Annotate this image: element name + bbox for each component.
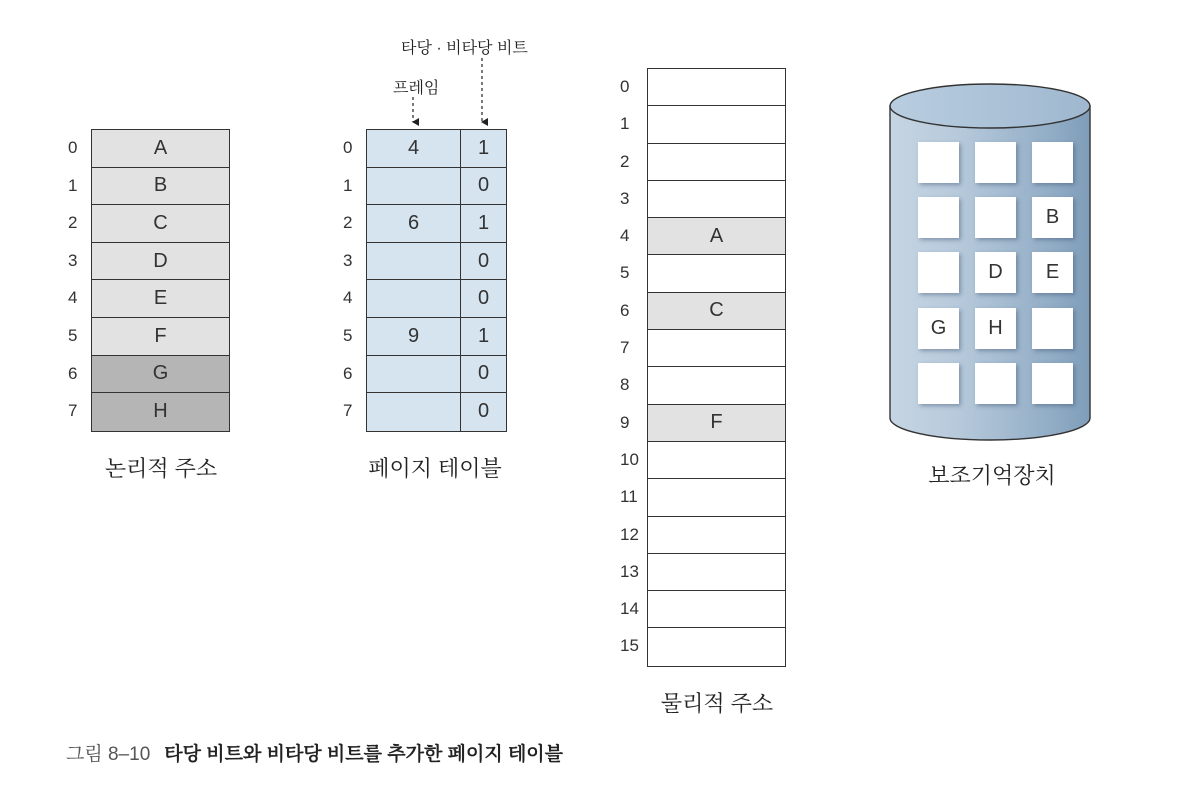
- storage-block: [918, 142, 959, 183]
- valid-bit-cell: 0: [477, 287, 490, 310]
- physical-index: 13: [620, 561, 639, 581]
- page-table-row: [367, 130, 506, 168]
- physical-frame-cell: [648, 69, 785, 106]
- physical-frame-cell: C: [648, 293, 785, 330]
- logical-page-cell: H: [92, 393, 229, 431]
- physical-index: 8: [620, 375, 630, 395]
- physical-frame-cell: [648, 554, 785, 591]
- valid-bit-cell: 0: [477, 249, 490, 272]
- physical-frame-cell: [648, 517, 785, 554]
- page-index: 7: [343, 401, 353, 421]
- valid-bit-cell: 0: [477, 400, 490, 423]
- frame-cell: [367, 280, 461, 317]
- storage-block: [1032, 142, 1073, 183]
- logical-index: 0: [68, 138, 78, 157]
- logical-index: 3: [68, 250, 78, 270]
- page-index: 4: [343, 288, 353, 308]
- physical-index: 7: [620, 338, 630, 358]
- physical-index: 12: [620, 524, 639, 544]
- storage-block: [975, 197, 1016, 238]
- page-table-row: [367, 205, 506, 243]
- valid-bit-cell: 1: [477, 324, 490, 347]
- figure-number: 그림 8–10: [66, 744, 151, 765]
- logical-page-cell: D: [92, 243, 229, 281]
- storage-block: D: [975, 252, 1016, 293]
- page-table-label: 페이지 테이블: [368, 456, 502, 481]
- storage-block: [918, 197, 959, 238]
- figure-title: 타당 비트와 비타당 비트를 추가한 페이지 테이블: [164, 744, 564, 765]
- physical-frame-cell: [648, 144, 785, 181]
- logical-page-cell: G: [92, 356, 229, 394]
- physical-frame-cell: [648, 479, 785, 516]
- physical-indices: [620, 68, 646, 665]
- logical-page-cell: E: [92, 280, 229, 318]
- page-table-row: [367, 318, 506, 356]
- valid-bit-cell: 1: [477, 211, 490, 234]
- storage-block: [918, 252, 959, 293]
- logical-index: 4: [68, 288, 78, 308]
- logical-index: 1: [68, 175, 78, 195]
- physical-frame-cell: [648, 442, 785, 479]
- logical-page-cell: F: [92, 318, 229, 356]
- valid-bit-cell: 0: [477, 362, 490, 385]
- physical-frame-cell: F: [648, 405, 785, 442]
- physical-frame-cell: [648, 591, 785, 628]
- frame-cell: 6: [367, 205, 461, 242]
- physical-frame-cell: A: [648, 218, 785, 255]
- storage-block: [1032, 363, 1073, 404]
- storage-block: [1032, 308, 1073, 349]
- page-table-row: [367, 393, 506, 431]
- storage-block: G: [918, 308, 959, 349]
- logical-index: 6: [68, 363, 78, 383]
- physical-address-label: 물리적 주소: [660, 691, 774, 716]
- frame-header: 프레임: [393, 80, 440, 97]
- physical-index: 2: [620, 151, 630, 171]
- storage-block: [918, 363, 959, 404]
- physical-frame-cell: [648, 106, 785, 143]
- logical-page-cell: C: [92, 205, 229, 243]
- logical-index: 7: [68, 401, 78, 421]
- physical-address-table: [647, 68, 786, 667]
- page-table-indices: [343, 129, 363, 430]
- physical-index: 5: [620, 263, 630, 283]
- physical-index: 1: [620, 114, 630, 134]
- page-table-row: [367, 280, 506, 318]
- page-table-row: [367, 243, 506, 281]
- frame-cell: 9: [367, 318, 461, 355]
- frame-cell: [367, 356, 461, 393]
- page-table-row: [367, 168, 506, 206]
- logical-page-cell: B: [92, 168, 229, 206]
- page-index: 3: [343, 250, 353, 270]
- physical-index: 3: [620, 188, 630, 208]
- physical-index: 15: [620, 636, 639, 656]
- logical-page-cell: A: [92, 130, 229, 168]
- physical-frame-cell: [648, 181, 785, 218]
- physical-index: 4: [620, 226, 630, 246]
- page-table: [366, 129, 507, 432]
- valid-bit-header: 타당 · 비타당 비트: [401, 40, 528, 57]
- logical-index: 5: [68, 325, 78, 345]
- storage-block: E: [1032, 252, 1073, 293]
- logical-index: 2: [68, 213, 78, 233]
- physical-frame-cell: [648, 330, 785, 367]
- storage-block: [975, 363, 1016, 404]
- physical-frame-cell: [648, 367, 785, 404]
- frame-cell: [367, 168, 461, 205]
- physical-index: 6: [620, 300, 630, 320]
- page-index: 1: [343, 175, 353, 195]
- physical-index: 9: [620, 412, 630, 432]
- physical-index: 14: [620, 599, 639, 619]
- page-index: 0: [343, 138, 353, 157]
- logical-address-label: 논리적 주소: [104, 456, 218, 481]
- frame-cell: [367, 243, 461, 280]
- page-index: 6: [343, 363, 353, 383]
- figure-caption: [66, 739, 563, 766]
- valid-bit-cell: 1: [477, 136, 490, 159]
- storage-block: H: [975, 308, 1016, 349]
- physical-frame-cell: [648, 255, 785, 292]
- secondary-storage-label: 보조기억장치: [928, 463, 1056, 488]
- physical-frame-cell: [648, 628, 785, 665]
- frame-cell: 4: [367, 130, 461, 167]
- physical-index: 0: [620, 77, 630, 96]
- frame-cell: [367, 393, 461, 431]
- page-table-row: [367, 356, 506, 394]
- page-index: 2: [343, 213, 353, 233]
- valid-bit-cell: 0: [477, 174, 490, 197]
- physical-index: 11: [620, 487, 638, 507]
- page-index: 5: [343, 325, 353, 345]
- storage-block: B: [1032, 197, 1073, 238]
- storage-block: [975, 142, 1016, 183]
- physical-index: 10: [620, 449, 639, 469]
